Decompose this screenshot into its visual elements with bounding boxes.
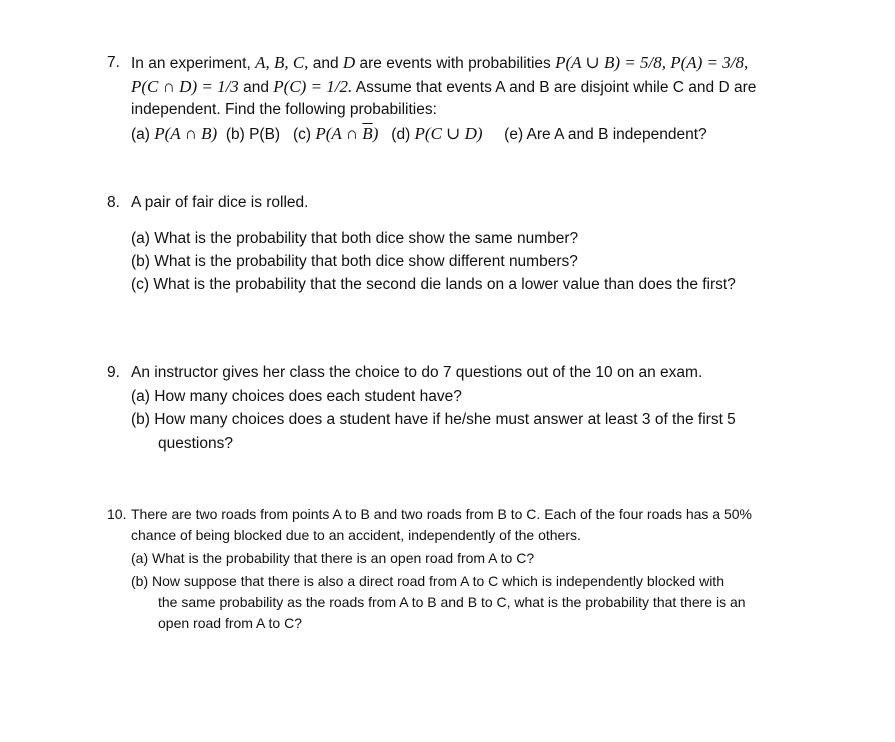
part-e: (e) Are A and B independent?: [504, 126, 707, 143]
part-d: (d) P(C ∪ D): [391, 124, 483, 143]
question-text-line: independent. Find the following probabilities:: [131, 101, 437, 118]
question-text-line: chance of being blocked due to an accident, independently of the others.: [131, 527, 581, 543]
part-a: (a) How many choices does each student have?: [131, 388, 462, 405]
part-b: (b) P(B): [225, 126, 281, 143]
question-number: 8.: [107, 194, 120, 211]
part-a: (a) P(A ∩ B): [131, 124, 218, 143]
question-text-line: An instructor gives her class the choice to do 7 questions out of the 10 on an exam.: [131, 364, 703, 381]
question-number: 9.: [107, 364, 120, 381]
part-a: (a) What is the probability that there is an open road from A to C?: [131, 550, 535, 566]
question-text-line: There are two roads from points A to B and two roads from B to C. Each of the four roads has a 50%: [131, 506, 752, 522]
part-a: (a) What is the probability that both dice show the same number?: [131, 230, 579, 247]
part-b: (b) How many choices does a student have if he/she must answer at least 3 of the first 5: [131, 411, 736, 428]
question-parts: [131, 124, 707, 145]
question-text-line: A pair of fair dice is rolled.: [131, 194, 309, 211]
part-b: (b) What is the probability that both dice show different numbers?: [131, 253, 578, 270]
part-c: (c) P(A ∩ $\overline{B}$): [293, 124, 379, 143]
question-text-line: P(C ∩ D) = 1/3 and P(C) = 1/2. Assume that events A and B are disjoint while C and D are: [131, 77, 757, 96]
part-b-continued: questions?: [158, 435, 233, 452]
part-b-continued: the same probability as the roads from A to B and B to C, what is the probability that there is an: [158, 594, 746, 610]
part-c: (c) What is the probability that the second die lands on a lower value than does the first?: [131, 276, 736, 293]
question-text-line: In an experiment, A, B, C, and D are events with probabilities P(A ∪ B) = 5/8, P(A) = 3/8,: [131, 53, 749, 72]
part-b-continued: open road from A to C?: [158, 615, 302, 631]
part-b: (b) Now suppose that there is also a direct road from A to C which is independently blocked with: [131, 573, 724, 589]
question-number: 10.: [107, 506, 127, 522]
question-number: 7.: [107, 54, 120, 71]
